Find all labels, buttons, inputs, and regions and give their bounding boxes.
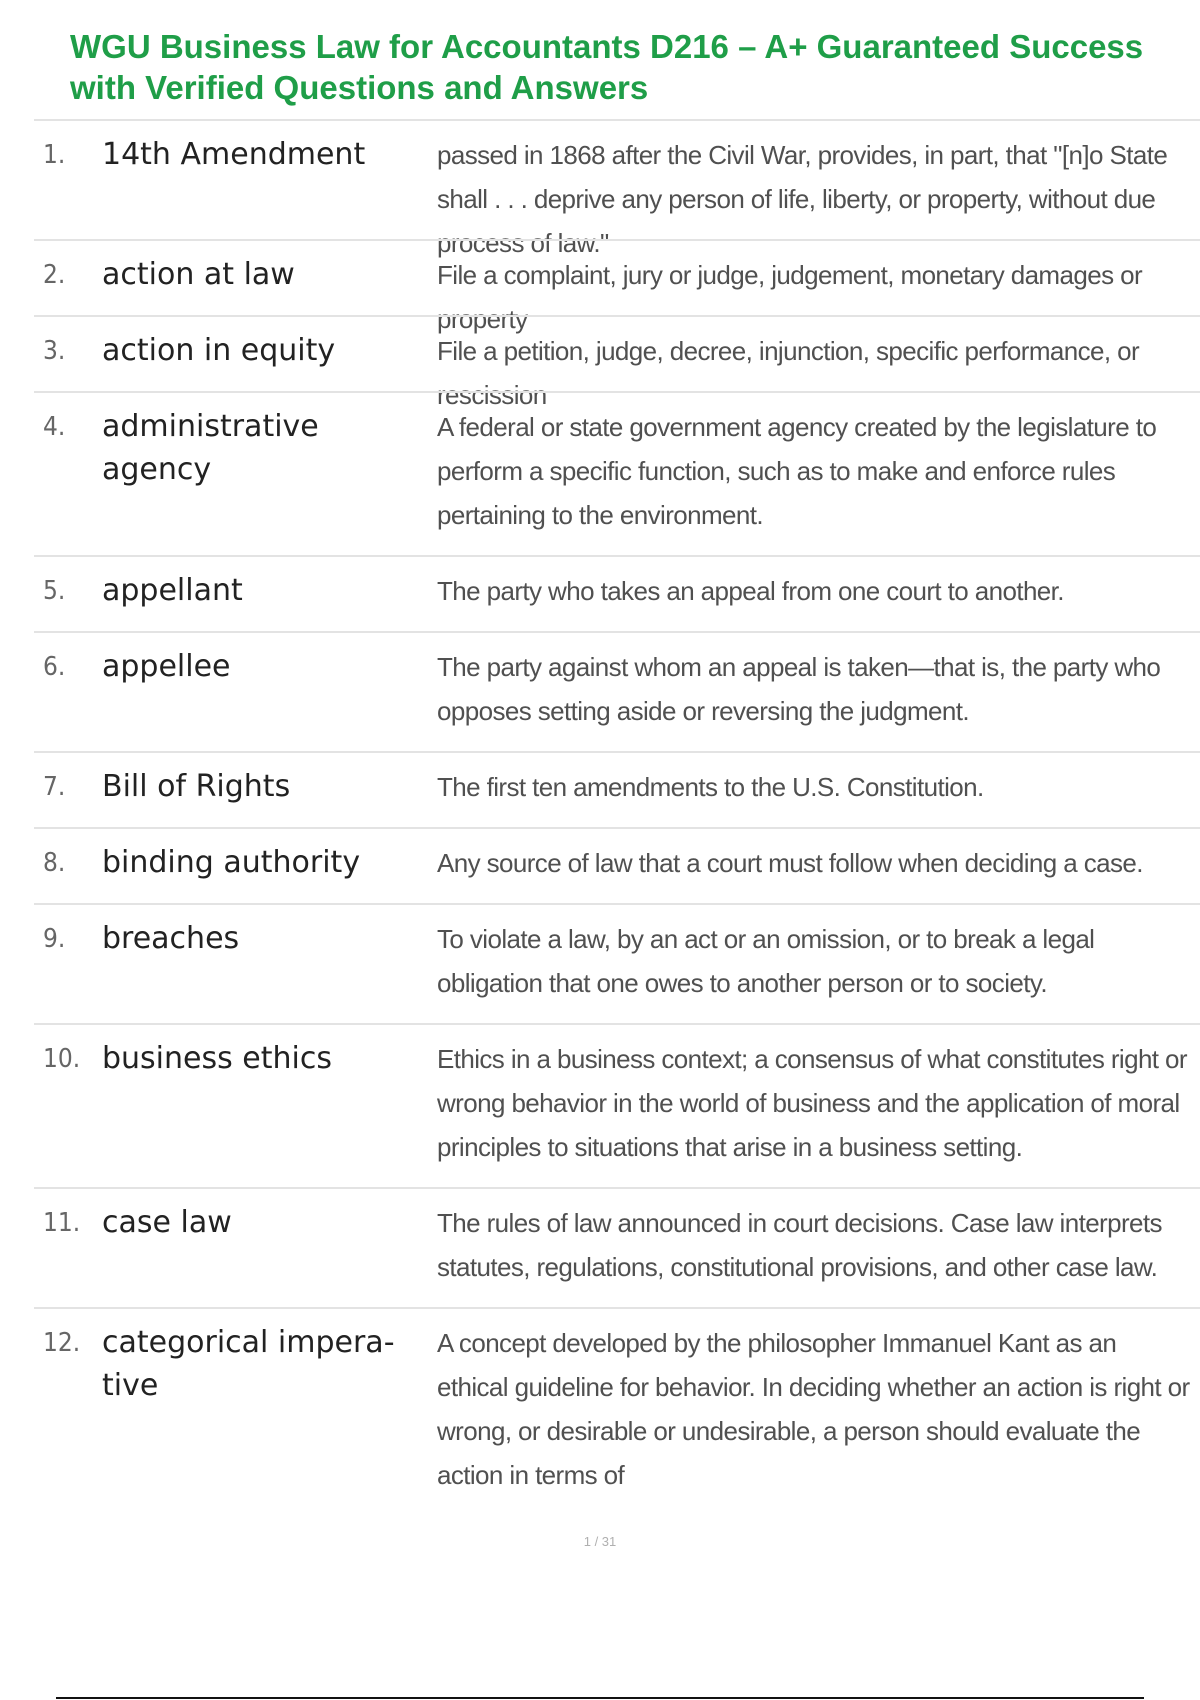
term-definition: A federal or state government agency created by the legislature to perform a specific function, such as to make and enforce rules pertaining to the environment.: [437, 412, 1157, 530]
term-name: appellant: [102, 573, 243, 608]
term-definition: Any source of law that a court must follow when deciding a case.: [437, 848, 1143, 878]
term-name: breaches: [102, 921, 240, 956]
term-definition: The party who takes an appeal from one court to another.: [437, 576, 1064, 606]
term-number: 9.: [43, 924, 66, 954]
term-definition: The rules of law announced in court decisions. Case law interprets statutes, regulations, constitutional provisions, and other case law.: [437, 1208, 1162, 1282]
table-row: [34, 119, 1200, 258]
table-row: [34, 1307, 1200, 1490]
table-row: [34, 315, 1200, 410]
term-number: 2.: [43, 260, 66, 290]
term-name: binding authority: [102, 845, 361, 880]
page-number: 1 / 31: [583, 1534, 617, 1549]
term-name: case law: [102, 1205, 232, 1240]
bottom-divider: [56, 1697, 1144, 1699]
term-number: 6.: [43, 652, 66, 682]
term-number: 10.: [43, 1044, 81, 1074]
term-definition: Ethics in a business context; a consensus of what constitutes right or wrong behavior in the world of business and the application of moral principles to situations that arise in a business setting.: [437, 1044, 1187, 1162]
term-number: 1.: [43, 140, 66, 170]
term-name: appellee: [102, 649, 231, 684]
term-name: 14th Amendment: [102, 137, 366, 172]
table-row: [34, 239, 1200, 334]
term-name: action in equity: [102, 333, 336, 368]
term-definition: To violate a law, by an act or an omission, or to break a legal obligation that one owes to another person or to society.: [437, 924, 1095, 998]
term-name: administrative agency: [102, 409, 319, 487]
terms-table: [34, 119, 1200, 1490]
term-number: 3.: [43, 336, 66, 366]
term-definition: File a petition, judge, decree, injunction, specific performance, or rescission: [437, 336, 1140, 410]
table-row: [34, 827, 1200, 903]
term-definition: File a complaint, jury or judge, judgement, monetary damages or property: [437, 260, 1143, 334]
table-row: [34, 631, 1200, 751]
document-title: WGU Business Law for Accountants D216 – A+ Guaranteed Success with Verified Questions and Answers: [70, 28, 1144, 106]
term-definition: passed in 1868 after the Civil War, provides, in part, that "[n]o State shall . . . deprive any person of life, liberty, or property, without due process of law.": [437, 140, 1168, 258]
term-number: 12.: [43, 1328, 81, 1358]
term-name: business ethics: [102, 1041, 332, 1076]
table-row: [34, 1187, 1200, 1307]
term-name: categorical impera-tive: [102, 1325, 395, 1403]
term-definition: The party against whom an appeal is taken—that is, the party who opposes setting aside or reversing the judgment.: [437, 652, 1161, 726]
term-number: 5.: [43, 576, 66, 606]
term-number: 8.: [43, 848, 66, 878]
table-row: [34, 751, 1200, 827]
term-number: 4.: [43, 412, 66, 442]
table-row: [34, 1023, 1200, 1187]
term-name: Bill of Rights: [102, 769, 291, 804]
term-name: action at law: [102, 257, 295, 292]
term-definition: A concept developed by the philosopher Immanuel Kant as an ethical guideline for behavior. In deciding whether an action is right or wrong, or desirable or undesirable, a person should evaluate the action in terms of: [437, 1328, 1190, 1490]
term-number: 11.: [43, 1208, 81, 1238]
table-row: [34, 391, 1200, 555]
term-number: 7.: [43, 772, 66, 802]
table-row: [34, 555, 1200, 631]
term-definition: The first ten amendments to the U.S. Constitution.: [437, 772, 984, 802]
table-row: [34, 903, 1200, 1023]
